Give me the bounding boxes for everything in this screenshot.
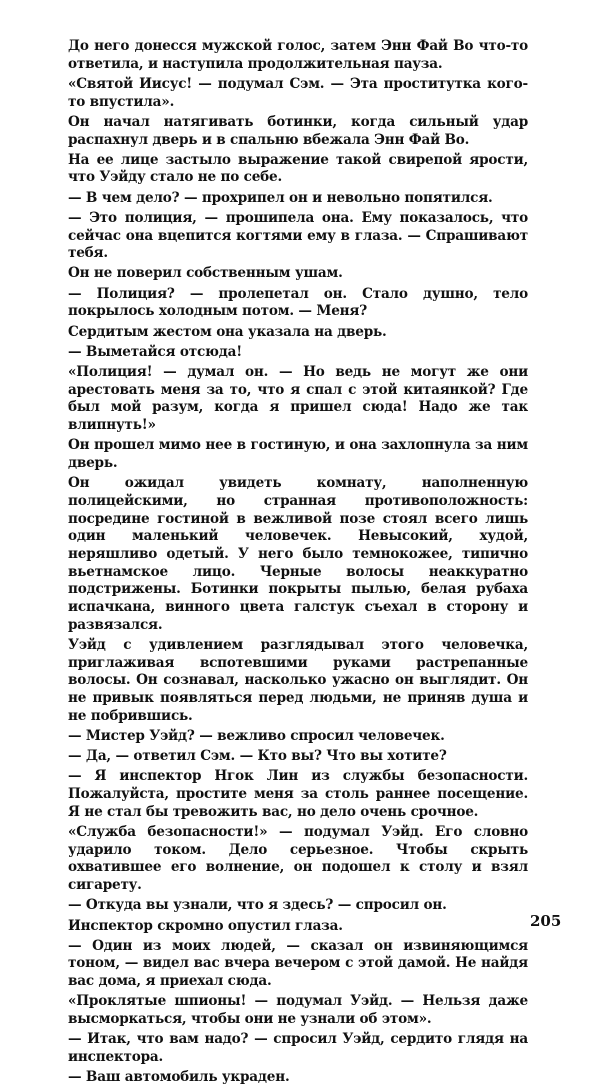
paragraph: Он прошел мимо нее в гостиную, и она захлопнула за ним дверь.: [68, 437, 528, 471]
paragraph: На ее лице застыло выражение такой свирепой ярости, что Уэйду стало не по себе.: [68, 151, 528, 186]
paragraph: Инспектор скромно опустил глаза.: [68, 917, 343, 934]
paragraph: Он начал натягивать ботинки, когда сильный удар распахнул дверь и в спальню вбежала Энн Фай Во.: [68, 113, 528, 148]
paragraph: Уэйд с удивлением разглядывал этого человечка, приглаживая вспотевшими руками растрепанные волосы. Он сознавал, насколько ужасно он выглядит. Он не привык появляться перед людьми, не приняв душа и не побрившись.: [68, 637, 528, 724]
paragraph: — Да, — ответил Сэм. — Кто вы? Что вы хотите?: [68, 748, 447, 765]
paragraph: До него донесся мужской голос, затем Энн Фай Во что-то ответила, и наступила продолжительная пауза.: [68, 38, 528, 72]
paragraph: — В чем дело? — прохрипел он и невольно попятился.: [68, 189, 493, 206]
paragraph: — Откуда вы узнали, что я здесь? — спросил он.: [68, 897, 447, 914]
paragraph: — Итак, что вам надо? — спросил Уэйд, сердито глядя на инспектора.: [68, 1031, 528, 1065]
paragraph: — Это полиция, — прошипела она. Ему показалось, что сейчас она вцепится когтями ему в глаза. — Спрашивают тебя.: [68, 209, 528, 262]
paragraph: «Проклятые шпионы! — подумал Уэйд. — Нельзя даже высморкаться, чтобы они не узнали об этом».: [68, 993, 528, 1028]
paragraph: «Святой Иисус! — подумал Сэм. — Эта проститутка кого-то впустила».: [68, 75, 528, 110]
paragraph: — Ваш автомобиль украден.: [68, 1069, 290, 1086]
paragraph: — Выметайся отсюда!: [68, 343, 243, 360]
paragraph: — Полиция? — пролепетал он. Стало душно, тело покрылось холодным потом. — Меня?: [68, 285, 528, 320]
page-number: 205: [530, 912, 562, 930]
page-body-text: [68, 38, 528, 1089]
paragraph: Он ожидал увидеть комнату, наполненную полицейскими, но странная противоположность: посредине гостиной в вежливой позе стоял всего лишь один маленький человечек. Невысокий, худой, неряшливо одетый. У него было темнокожее, типично вьетнамское лицо. Черные волосы неаккуратно подстрижены. Ботинки покрыты пылью, белая рубаха испачкана, винного цвета галстук съехал в сторону и развязался.: [68, 475, 528, 633]
paragraph: «Полиция! — думал он. — Но ведь не могут же они арестовать меня за то, что я спал с этой китаянкой? Где был мой разум, когда я пришел сюда! Надо же так влипнуть!»: [68, 363, 528, 434]
paragraph: Сердитым жестом она указала на дверь.: [68, 323, 387, 340]
paragraph: — Мистер Уэйд? — вежливо спросил человечек.: [68, 728, 445, 745]
paragraph: — Один из моих людей, — сказал он извиняющимся тоном, — видел вас вчера вечером с этой дамой. Не найдя вас дома, я приехал сюда.: [68, 937, 528, 990]
paragraph: — Я инспектор Нгок Лин из службы безопасности. Пожалуйста, простите меня за столь раннее посещение. Я не стал бы тревожить вас, но дело очень срочное.: [68, 768, 528, 820]
paragraph: Он не поверил собственным ушам.: [68, 265, 343, 282]
paragraph: «Служба безопасности!» — подумал Уэйд. Его словно ударило током. Дело серьезное. Чтобы скрыть охватившее его волнение, он подошел к столу и взял сигарету.: [68, 824, 528, 894]
